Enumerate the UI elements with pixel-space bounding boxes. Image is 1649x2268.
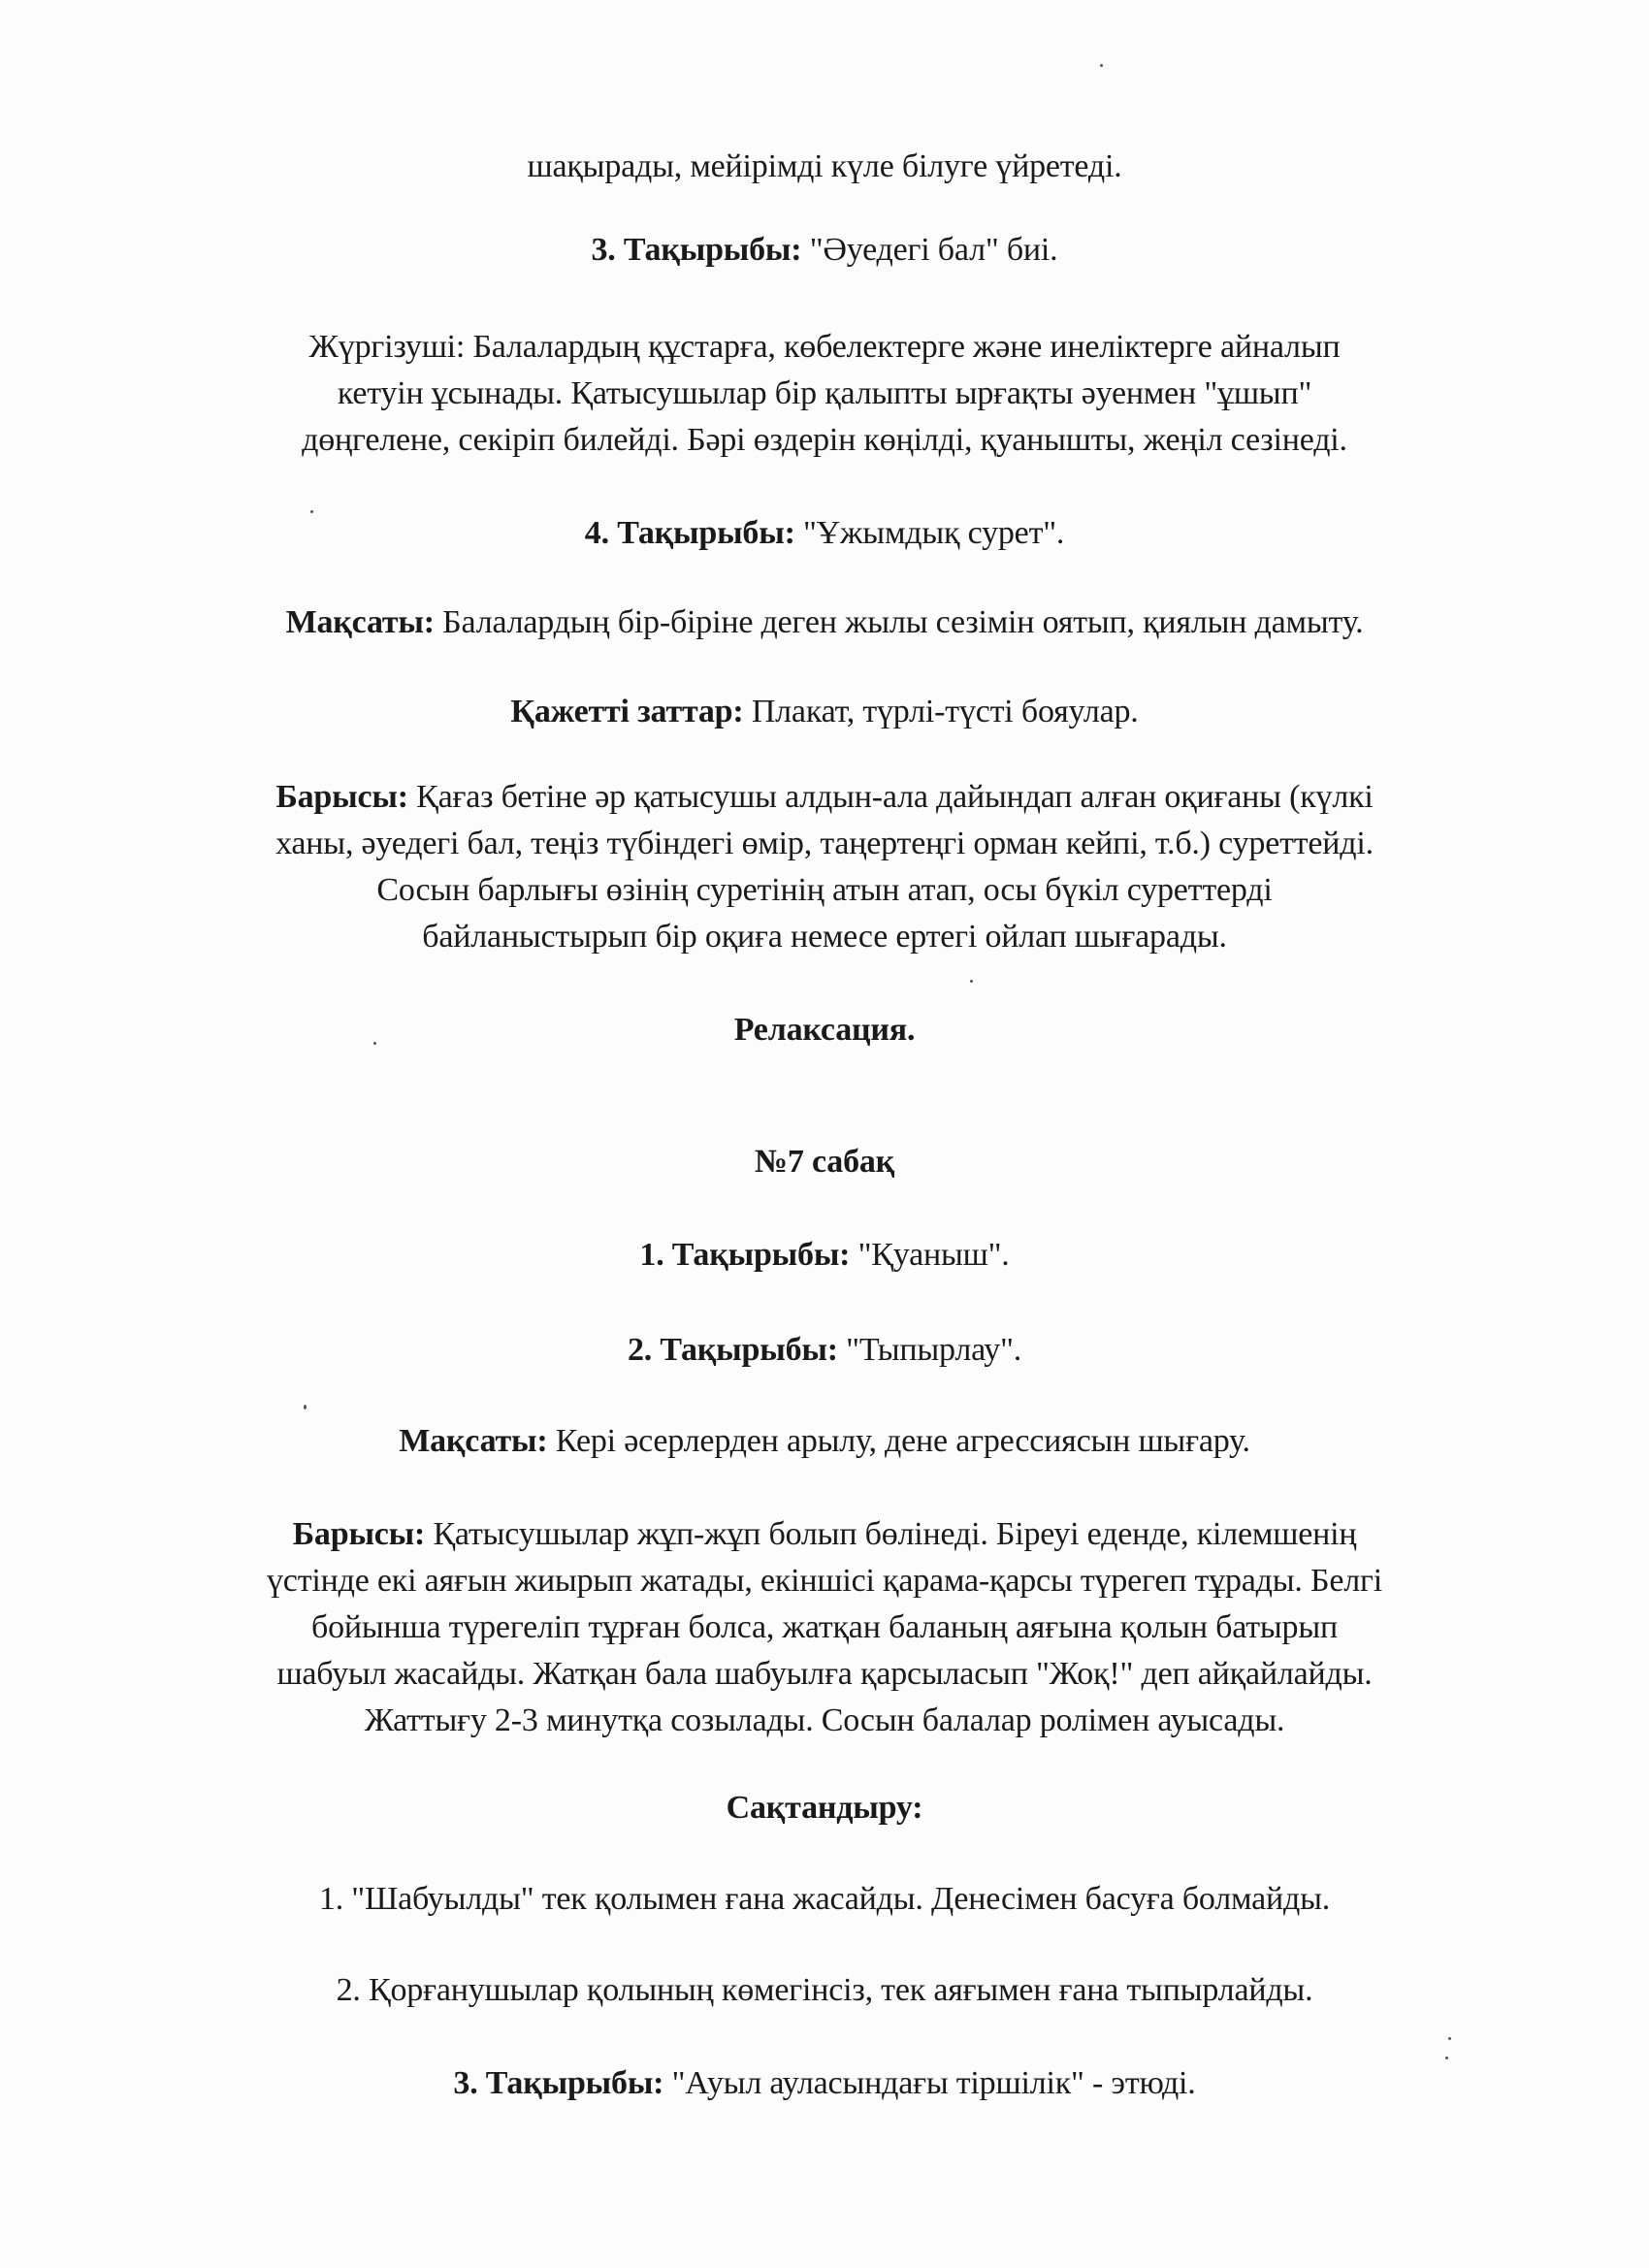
goal-label: Мақсаты: <box>285 604 435 640</box>
topic-value: "Ұжымдық сурет". <box>794 515 1065 551</box>
process-line: байланыстырып бір оқиға немесе ертегі ойлап шығарады. <box>422 919 1227 955</box>
topic-label: 4. Тақырыбы: <box>584 515 795 551</box>
process-line <box>0 1513 1649 1556</box>
materials-line <box>0 691 1649 733</box>
lesson-title: №7 сабақ <box>754 1144 895 1180</box>
process-line: үстінде екі аяғын жиырып жатады, екіншісі қарама-қарсы түрегеп тұрады. Белгі <box>267 1563 1382 1599</box>
safety-heading: Сақтандыру: <box>726 1790 923 1826</box>
goal-value: Кері әсерлерден арылу, дене агрессиясын шығару. <box>547 1423 1250 1459</box>
process-line: шабуыл жасайды. Жатқан бала шабуылға қарсыласып "Жоқ!" деп айқайлайды. <box>276 1656 1373 1692</box>
materials-label: Қажетті заттар: <box>510 694 744 729</box>
scan-speck <box>1448 2037 1451 2040</box>
lesson-topic-2 <box>0 1329 1649 1372</box>
topic-3-heading <box>0 229 1649 272</box>
process-line: бойынша түрегеліп тұрған болса, жатқан баланың аяғына қолын батырып <box>310 1609 1339 1645</box>
process-line: Жаттығу 2-3 минутқа созылады. Сосын балалар ролімен ауысады. <box>364 1702 1285 1738</box>
process-text: Қағаз бетіне әр қатысушы алдын-ала дайындап алған оқиғаны (күлкі <box>407 779 1374 815</box>
scan-speck <box>970 980 973 983</box>
topic-value: "Қуаныш". <box>850 1237 1010 1273</box>
topic-value: "Тыпырлау". <box>837 1332 1022 1368</box>
topic-value: "Ауыл ауласындағы тіршілік" - этюді. <box>663 2065 1196 2101</box>
process-line: Сосын барлығы өзінің суретінің атын атап, осы бүкіл суреттерді <box>376 872 1273 908</box>
scan-speck <box>304 1405 307 1409</box>
process-text: Қатысушылар жұп-жұп болып бөлінеді. Біреуі еденде, кілемшенің <box>425 1516 1357 1552</box>
scan-speck <box>1100 64 1103 67</box>
process-line <box>0 776 1649 819</box>
topic-label: 3. Тақырыбы: <box>591 232 802 268</box>
presenter-line: Жүргізуші: Балалардың құстарға, көбелектерге және инеліктерге айналып <box>308 329 1341 365</box>
presenter-line: дөңгелене, секіріп билейді. Бәрі өздерін көңілді, қуанышты, жеңіл сезінеді. <box>302 422 1347 458</box>
goal-value: Балалардың бір-біріне деген жылы сезімін оятып, қиялын дамыту. <box>434 604 1364 640</box>
goal-label: Мақсаты: <box>399 1423 548 1459</box>
relaxation-heading: Релаксация. <box>733 1012 916 1048</box>
presenter-line: кетуін ұсынады. Қатысушылар бір қалыпты ырғақты әуенмен "ұшып" <box>337 375 1312 411</box>
lesson-topic-3 <box>0 2062 1649 2105</box>
safety-rule: 1. "Шабуылды" тек қолымен ғана жасайды. Денесімен басуға болмайды. <box>318 1881 1331 1917</box>
intro-line: шақырады, мейірімді күле білуге үйретеді. <box>527 148 1122 184</box>
safety-rule: 2. Қорғанушылар қолының көмегінсіз, тек аяғымен ғана тыпырлайды. <box>336 1972 1313 2008</box>
process-label: Барысы: <box>292 1516 426 1552</box>
goal-line <box>0 601 1649 644</box>
topic-label: 2. Тақырыбы: <box>627 1332 838 1368</box>
scan-speck <box>373 1042 376 1045</box>
topic-4-heading <box>0 512 1649 555</box>
topic-label: 1. Тақырыбы: <box>639 1237 851 1273</box>
materials-value: Плакат, түрлі-түсті бояулар. <box>743 694 1139 729</box>
topic-label: 3. Тақырыбы: <box>453 2065 664 2101</box>
lesson-topic-1 <box>0 1234 1649 1277</box>
process-line: ханы, әуедегі бал, теңіз түбіндегі өмір, таңертеңгі орман кейпі, т.б.) суреттейді. <box>275 826 1374 861</box>
scan-speck <box>1445 2057 1448 2059</box>
scan-speck <box>310 510 313 513</box>
goal-line <box>0 1420 1649 1463</box>
topic-value: "Әуедегі бал" биі. <box>801 232 1058 268</box>
process-label: Барысы: <box>275 779 408 815</box>
